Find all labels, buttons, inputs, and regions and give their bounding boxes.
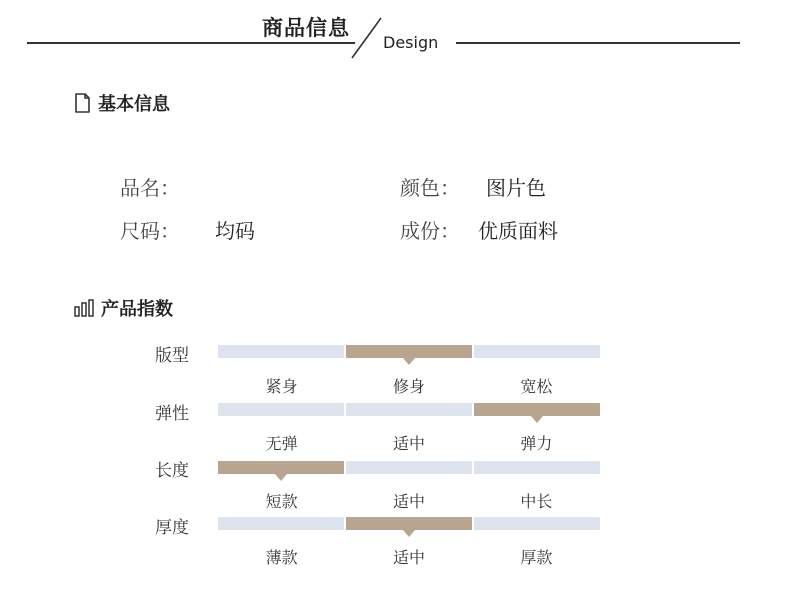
- header-line-right: [456, 42, 740, 44]
- thickness-option-2: 适中: [392, 548, 425, 567]
- thickness-segment-3: [474, 517, 600, 530]
- thickness-option-1: 薄款: [265, 548, 298, 567]
- material-label: 成份：: [400, 219, 460, 243]
- length-options: [218, 489, 600, 512]
- basic-info-title-text: 基本信息: [98, 94, 170, 115]
- size-value: 均码: [215, 219, 255, 243]
- bar-chart-icon: [74, 299, 94, 317]
- elasticity-option-1: 无弹: [265, 434, 298, 453]
- thickness-options: [218, 545, 600, 568]
- length-label: 长度: [155, 461, 189, 481]
- header-slash-divider: [349, 16, 385, 60]
- elasticity-option-2: 适中: [392, 434, 425, 453]
- fit-options: [218, 374, 600, 397]
- elasticity-option-3: 弹力: [520, 434, 553, 453]
- thickness-segment-2: [346, 517, 472, 530]
- fit-label: 版型: [155, 346, 189, 366]
- fit-segment-1: [218, 345, 344, 358]
- thickness-label: 厚度: [155, 518, 189, 538]
- elasticity-segment-1: [218, 403, 344, 416]
- basic-info-section-title: [74, 90, 170, 116]
- header-title: 商品信息: [262, 16, 350, 40]
- length-option-3: 中长: [520, 492, 553, 511]
- fit-option-2: 修身: [392, 377, 425, 396]
- length-segment-3: [474, 461, 600, 474]
- header-subtitle: Design: [383, 33, 439, 52]
- product-index-section-title: [74, 295, 173, 321]
- header-line-left: [27, 42, 355, 44]
- elasticity-options: [218, 431, 600, 454]
- length-segment-2: [346, 461, 472, 474]
- elasticity-segment-3: [474, 403, 600, 416]
- fit-segment-3: [474, 345, 600, 358]
- size-label: 尺码：: [120, 219, 180, 243]
- color-label: 颜色：: [400, 176, 460, 200]
- length-option-1: 短款: [265, 492, 298, 511]
- color-value: 图片色: [486, 176, 546, 200]
- elasticity-label: 弹性: [155, 404, 189, 424]
- name-label: 品名：: [120, 176, 180, 200]
- thickness-bar: [218, 517, 600, 530]
- product-index-title-text: 产品指数: [101, 299, 173, 320]
- fit-bar: [218, 345, 600, 358]
- length-segment-1: [218, 461, 344, 474]
- elasticity-segment-2: [346, 403, 472, 416]
- thickness-option-3: 厚款: [520, 548, 553, 567]
- fit-segment-2: [346, 345, 472, 358]
- thickness-segment-1: [218, 517, 344, 530]
- length-option-2: 适中: [392, 492, 425, 511]
- elasticity-bar: [218, 403, 600, 416]
- length-bar: [218, 461, 600, 474]
- fit-option-3: 宽松: [520, 377, 553, 396]
- material-value: 优质面料: [478, 219, 558, 243]
- fit-option-1: 紧身: [265, 377, 298, 396]
- document-icon: [74, 93, 91, 113]
